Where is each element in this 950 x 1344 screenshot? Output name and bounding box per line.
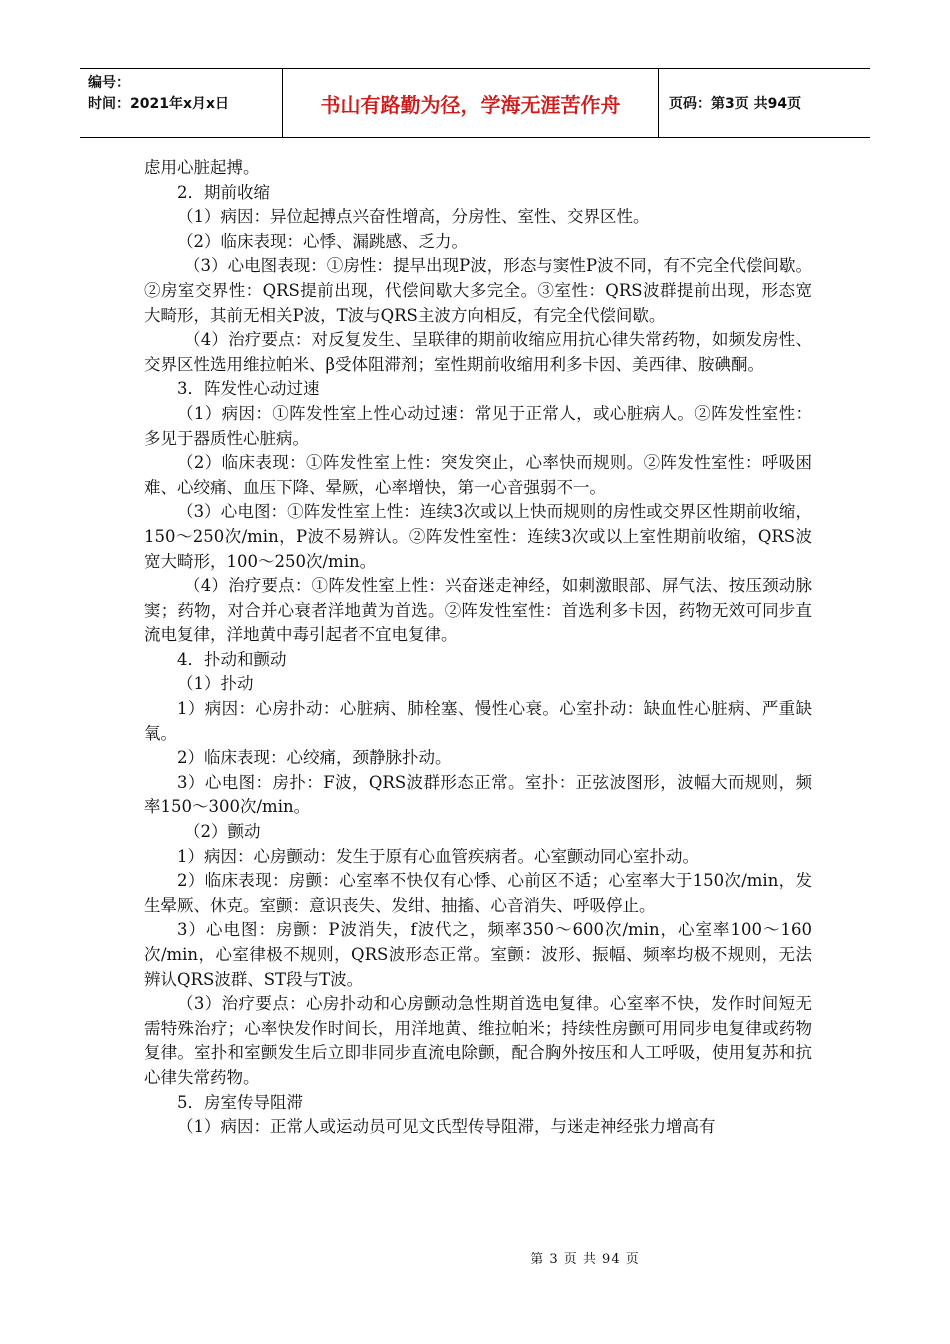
page-header	[80, 68, 870, 138]
page-footer: 第 3 页 共 94 页	[530, 1252, 640, 1267]
paragraph: 3）心电图：房颤：P波消失，f波代之，频率350～600次/min，心室率100～160次/min，心室律极不规则，QRS波形态正常。室颤：波形、振幅、频率均极不规则，无法辨认QRS波群、ST段与T波。	[144, 920, 812, 989]
document-body	[144, 156, 812, 1140]
paragraph: 2）临床表现：房颤：心室率不快仅有心悸、心前区不适；心室率大于150次/min，发生晕厥、休克。室颤：意识丧失、发绀、抽搐、心音消失、呼吸停止。	[144, 871, 812, 915]
paragraph: （2）临床表现：①阵发性室上性：突发突止，心率快而规则。②阵发性室性：呼吸困难、心绞痛、血压下降、晕厥，心率增快，第一心音强弱不一。	[144, 453, 812, 497]
header-page-info: 页码：第3页 共94页	[669, 96, 802, 112]
header-meta	[80, 69, 283, 137]
serial-label: 编号：	[88, 75, 130, 91]
paragraph: （4）治疗要点：①阵发性室上性：兴奋迷走神经，如刺激眼部、屏气法、按压颈动脉窦；药物，对合并心衰者洋地黄为首选。②阵发性室性：首选利多卡因，药物无效可同步直流电复律，洋地黄中毒引起者不宜电复律。	[144, 576, 812, 645]
paragraph: （1）病因：正常人或运动员可见文氏型传导阻滞，与迷走神经张力增高有	[177, 1117, 716, 1137]
paragraph: （4）治疗要点：对反复发生、呈联律的期前收缩应用抗心律失常药物，如频发房性、交界区性选用维拉帕米、β受体阻滞剂；室性期前收缩用利多卡因、美西律、胺碘酮。	[144, 330, 812, 374]
paragraph: （3）治疗要点：心房扑动和心房颤动急性期首选电复律。心室率不快，发作时间短无需特殊治疗；心率快发作时间长，用洋地黄、维拉帕米；持续性房颤可用同步电复律或药物复律。室扑和室颤发生后立即非同步直流电除颤，配合胸外按压和人工呼吸，使用复苏和抗心律失常药物。	[144, 994, 812, 1087]
paragraph: （1）扑动	[177, 674, 254, 694]
paragraph: （1）病因：①阵发性室上性心动过速：常见于正常人，或心脏病人。②阵发性室性：多见于器质性心脏病。	[144, 403, 812, 448]
header-motto: 书山有路勤为径，学海无涯苦作舟	[283, 69, 659, 137]
paragraph: （2）临床表现：心悸、漏跳感、乏力。	[177, 231, 468, 251]
paragraph: 4．扑动和颤动	[177, 649, 287, 669]
paragraph: （3）心电图表现：①房性：提早出现P波，形态与窦性P波不同，有不完全代偿间歇。②房室交界性：QRS提前出现，代偿间歇大多完全。③室性：QRS波群提前出现，形态宽大畸形，其前无相关P波，T波与QRS主波方向相反，有完全代偿间歇。	[144, 256, 812, 325]
paragraph: 5．房室传导阻滞	[177, 1092, 303, 1112]
paragraph: 3．阵发性心动过速	[177, 379, 320, 399]
paragraph: 2）临床表现：心绞痛，颈静脉扑动。	[177, 748, 452, 768]
paragraph: （1）病因：异位起搏点兴奋性增高，分房性、室性、交界区性。	[177, 207, 650, 227]
paragraph: 1）病因：心房扑动：心脏病、肺栓塞、慢性心衰。心室扑动：缺血性心脏病、严重缺氧。	[144, 699, 812, 743]
paragraph: （2）颤动	[184, 822, 261, 842]
date-label: 时间：2021年x月x日	[88, 96, 230, 112]
paragraph: 3）心电图：房扑：F波，QRS波群形态正常。室扑：正弦波图形，波幅大而规则，频率150～300次/min。	[144, 772, 812, 817]
paragraph: 1）病因：心房颤动：发生于原有心血管疾病者。心室颤动同心室扑动。	[177, 846, 699, 866]
paragraph: 2．期前收缩	[177, 182, 270, 202]
paragraph: （3）心电图：①阵发性室上性：连续3次或以上快而规则的房性或交界区性期前收缩，150～250次/min，P波不易辨认。②阵发性室性：连续3次或以上室性期前收缩，QRS波宽大畸形，100～250次/min。	[144, 502, 812, 571]
paragraph: 虑用心脏起搏。	[144, 158, 260, 177]
